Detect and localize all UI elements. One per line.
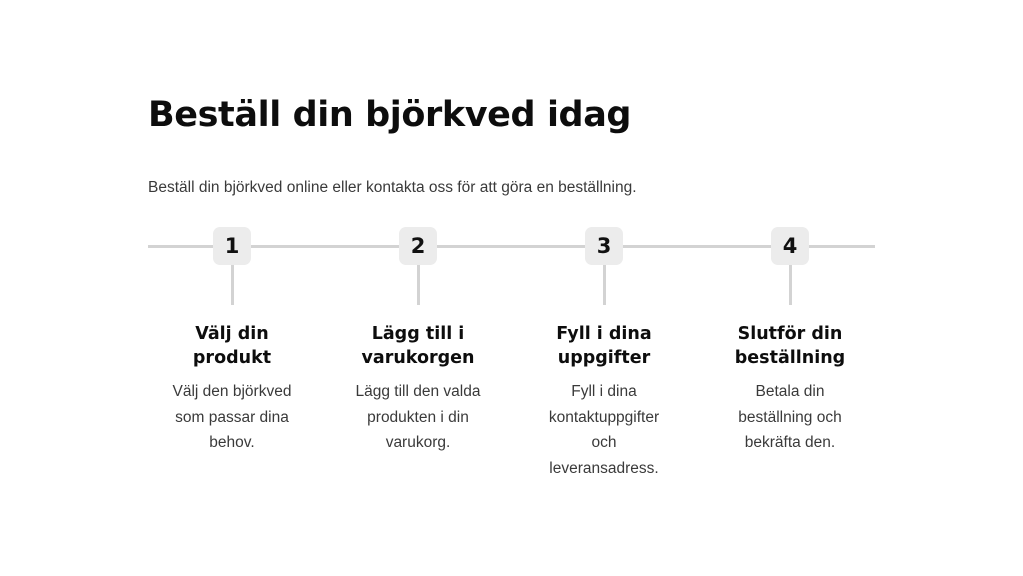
step-description: Välj den björkved som passar dina behov. (172, 383, 292, 451)
step-title: Lägg till i varukorgen (361, 324, 475, 368)
page-subtitle: Beställ din björkved online eller kontakta oss för att göra en beställning. (148, 179, 637, 196)
step-connector-line (417, 265, 420, 305)
step-connector-line (789, 265, 792, 305)
step-title: Fyll i dina uppgifter (556, 324, 652, 368)
step-connector-line (231, 265, 234, 305)
step-title: Välj din produkt (192, 324, 272, 368)
step-connector-line (603, 265, 606, 305)
step-number-badge: 2 (399, 227, 437, 265)
timeline-line (148, 245, 875, 248)
step-description: Lägg till den valda produkten i din varukorg. (355, 383, 481, 451)
page-title: Beställ din björkved idag (148, 95, 632, 135)
step-description: Betala din beställning och bekräfta den. (738, 383, 842, 451)
step-description: Fyll i dina kontaktuppgifter och leveransadress. (548, 383, 660, 477)
step-number-badge: 3 (585, 227, 623, 265)
step-title: Slutför din beställning (734, 324, 846, 368)
step-number-badge: 4 (771, 227, 809, 265)
step-number-badge: 1 (213, 227, 251, 265)
